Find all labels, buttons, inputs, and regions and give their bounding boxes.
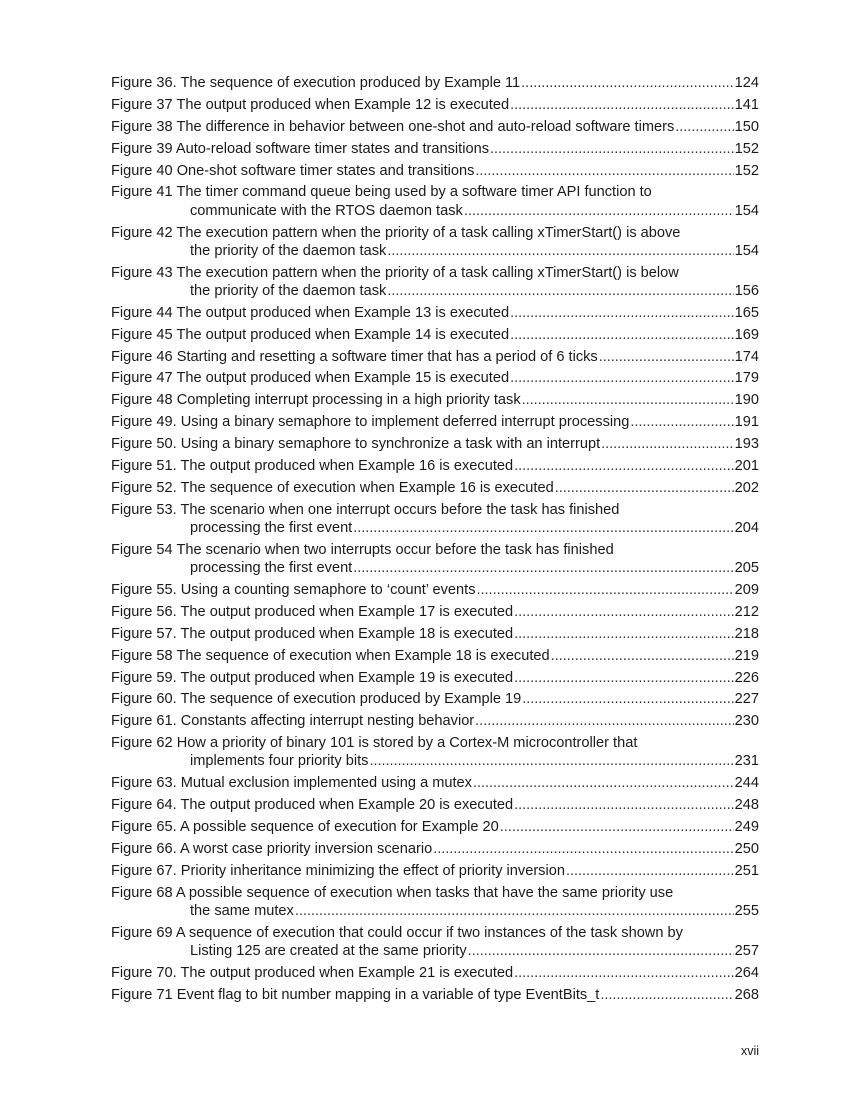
entry-page-number: 152 [734, 140, 759, 157]
toc-entry[interactable] [111, 74, 759, 92]
entry-continuation-line [111, 242, 759, 260]
entry-title: implements four priority bits [190, 753, 369, 770]
entry-page-number: 268 [734, 986, 759, 1003]
entry-first-line [111, 669, 759, 687]
entry-page-number: 174 [734, 348, 759, 365]
toc-entry[interactable] [111, 162, 759, 180]
entry-first-line [111, 224, 759, 242]
entry-page-number: 219 [734, 647, 759, 664]
entry-title: Figure 67. Priority inheritance minimizing the effect of priority inversion [111, 862, 565, 879]
dot-leader [387, 282, 733, 300]
toc-entry[interactable] [111, 669, 759, 687]
dot-leader [468, 942, 734, 960]
dot-leader [599, 348, 734, 366]
page-number: xvii [740, 1044, 759, 1058]
entry-continuation-line [111, 559, 759, 577]
toc-entry[interactable] [111, 964, 759, 982]
entry-first-line [111, 690, 759, 708]
entry-page-number: 218 [734, 625, 759, 642]
toc-entry[interactable] [111, 734, 759, 770]
toc-entry[interactable] [111, 140, 759, 158]
toc-entry[interactable] [111, 924, 759, 960]
entry-page-number: 202 [734, 479, 759, 496]
toc-entry[interactable] [111, 774, 759, 792]
entry-page-number: 193 [734, 436, 759, 453]
entry-first-line [111, 884, 759, 902]
entry-page-number: 201 [734, 457, 759, 474]
entry-title: Figure 70. The output produced when Example 21 is executed [111, 964, 514, 981]
entry-first-line [111, 96, 759, 114]
entry-continuation-line [111, 942, 759, 960]
entry-first-line [111, 840, 759, 858]
toc-entry[interactable] [111, 796, 759, 814]
entry-page-number: 154 [734, 242, 759, 259]
entry-title: Figure 64. The output produced when Example 20 is executed [111, 797, 514, 814]
entry-title: Figure 36. The sequence of execution produced by Example 11 [111, 75, 521, 91]
entry-page-number: 191 [734, 414, 759, 431]
dot-leader [522, 391, 734, 409]
toc-entry[interactable] [111, 96, 759, 114]
dot-leader [514, 964, 734, 982]
entry-title: communicate with the RTOS daemon task [190, 202, 463, 219]
dot-leader [521, 74, 733, 92]
entry-page-number: 190 [734, 392, 759, 409]
entry-page-number: 255 [734, 902, 759, 919]
entry-page-number: 169 [734, 326, 759, 343]
entry-page-number: 204 [734, 519, 759, 536]
entry-title: Figure 62 How a priority of binary 101 is stored by a Cortex-M microcontroller that [111, 735, 638, 752]
toc-entry[interactable] [111, 690, 759, 708]
entry-page-number: 257 [734, 943, 759, 960]
toc-entry[interactable] [111, 457, 759, 475]
entry-first-line [111, 774, 759, 792]
entry-page-number: 179 [734, 370, 759, 387]
dot-leader [510, 304, 734, 322]
dot-leader [475, 162, 733, 180]
entry-first-line [111, 986, 759, 1004]
dot-leader [473, 774, 734, 792]
entry-page-number: 230 [734, 713, 759, 730]
entry-continuation-line [111, 519, 759, 537]
entry-title: Figure 39 Auto-reload software timer states and transitions [111, 140, 490, 157]
entry-page-number: 244 [734, 775, 759, 792]
dot-leader [477, 581, 734, 599]
entry-title: the priority of the daemon task [190, 242, 387, 259]
entry-title: Figure 49. Using a binary semaphore to implement deferred interrupt processing [111, 414, 630, 431]
dot-leader [464, 202, 734, 220]
entry-first-line [111, 862, 759, 880]
entry-first-line [111, 391, 759, 409]
entry-page-number: 226 [734, 669, 759, 686]
entry-first-line [111, 712, 759, 730]
entry-continuation-line [111, 202, 759, 220]
entry-page-number: 251 [734, 862, 759, 879]
entry-first-line [111, 924, 759, 942]
entry-title: Figure 71 Event flag to bit number mapping in a variable of type EventBits_t [111, 986, 600, 1003]
entry-title: the same mutex [190, 902, 294, 919]
entry-first-line [111, 581, 759, 599]
entry-first-line [111, 413, 759, 431]
dot-leader [555, 479, 734, 497]
entry-first-line [111, 501, 759, 519]
entry-page-number: 231 [734, 753, 759, 770]
entry-continuation-line [111, 752, 759, 770]
entry-first-line [111, 964, 759, 982]
dot-leader [675, 118, 733, 136]
entry-title: processing the first event [190, 519, 353, 536]
entry-title: Figure 61. Constants affecting interrupt nesting behavior [111, 713, 475, 730]
entry-page-number: 156 [734, 282, 759, 299]
entry-title: Figure 66. A worst case priority inversion scenario [111, 840, 433, 857]
entry-title: Figure 46 Starting and resetting a software timer that has a period of 6 ticks [111, 348, 598, 365]
dot-leader [522, 690, 733, 708]
toc-entry[interactable] [111, 581, 759, 599]
entry-first-line [111, 183, 759, 201]
entry-first-line [111, 118, 759, 136]
entry-page-number: 165 [734, 304, 759, 321]
toc-entry[interactable] [111, 118, 759, 136]
entry-first-line [111, 796, 759, 814]
toc-entry[interactable] [111, 369, 759, 387]
entry-title: Figure 58 The sequence of execution when Example 18 is executed [111, 647, 550, 664]
entry-first-line [111, 435, 759, 453]
toc-entry[interactable] [111, 304, 759, 322]
entry-page-number: 124 [734, 75, 759, 91]
entry-first-line [111, 625, 759, 643]
entry-page-number: 227 [734, 691, 759, 708]
dot-leader [514, 457, 734, 475]
dot-leader [510, 96, 734, 114]
entry-title: Figure 69 A sequence of execution that could occur if two instances of the task shown by [111, 924, 683, 941]
entry-title: Figure 38 The difference in behavior between one-shot and auto-reload software timers [111, 118, 675, 135]
entry-title: Figure 40 One-shot software timer states and transitions [111, 162, 475, 179]
entry-title: Figure 68 A possible sequence of execution when tasks that have the same priority use [111, 884, 674, 901]
entry-title: the priority of the daemon task [190, 282, 387, 299]
dot-leader [630, 413, 733, 431]
toc-entry[interactable] [111, 541, 759, 577]
toc-entry[interactable] [111, 986, 759, 1004]
entry-page-number: 152 [734, 162, 759, 179]
toc-entry[interactable] [111, 884, 759, 920]
entry-first-line [111, 369, 759, 387]
entry-title: Figure 43 The execution pattern when the priority of a task calling xTimerStart() is below [111, 264, 679, 281]
toc-entry[interactable] [111, 391, 759, 409]
toc-entry[interactable] [111, 348, 759, 366]
toc-entry[interactable] [111, 840, 759, 858]
dot-leader [600, 986, 733, 1004]
entry-title: Figure 52. The sequence of execution when Example 16 is executed [111, 479, 554, 496]
toc-entry[interactable] [111, 183, 759, 219]
entry-title: Figure 65. A possible sequence of execution for Example 20 [111, 819, 499, 836]
entry-title: processing the first event [190, 560, 353, 577]
entry-title: Figure 60. The sequence of execution produced by Example 19 [111, 691, 522, 708]
dot-leader [353, 559, 733, 577]
entry-title: Figure 50. Using a binary semaphore to synchronize a task with an interrupt [111, 436, 601, 453]
dot-leader [601, 435, 734, 453]
toc-entry[interactable] [111, 647, 759, 665]
entry-title: Figure 44 The output produced when Example 13 is executed [111, 304, 510, 321]
entry-title: Figure 45 The output produced when Example 14 is executed [111, 326, 510, 343]
entry-first-line [111, 304, 759, 322]
toc-entry[interactable] [111, 435, 759, 453]
toc-entry[interactable] [111, 501, 759, 537]
toc-entry[interactable] [111, 862, 759, 880]
entry-first-line [111, 162, 759, 180]
entry-page-number: 264 [734, 964, 759, 981]
toc-entry[interactable] [111, 264, 759, 300]
dot-leader [475, 712, 733, 730]
dot-leader [387, 242, 733, 260]
toc-entry[interactable] [111, 625, 759, 643]
toc-entry[interactable] [111, 413, 759, 431]
entry-first-line [111, 541, 759, 559]
toc-entry[interactable] [111, 818, 759, 836]
dot-leader [566, 862, 734, 880]
dot-leader [514, 669, 734, 687]
entry-title: Figure 53. The scenario when one interrupt occurs before the task has finished [111, 501, 620, 518]
dot-leader [551, 647, 734, 665]
entry-page-number: 154 [734, 202, 759, 219]
entry-title: Figure 51. The output produced when Example 16 is executed [111, 457, 514, 474]
entry-title: Figure 47 The output produced when Example 15 is executed [111, 370, 510, 387]
toc-entry[interactable] [111, 603, 759, 621]
entry-first-line [111, 326, 759, 344]
entry-title: Figure 55. Using a counting semaphore to ‘count’ events [111, 581, 476, 598]
entry-first-line [111, 647, 759, 665]
entry-continuation-line [111, 282, 759, 300]
dot-leader [510, 369, 734, 387]
entry-first-line [111, 734, 759, 752]
entry-first-line [111, 479, 759, 497]
entry-title: Figure 37 The output produced when Example 12 is executed [111, 96, 510, 113]
entry-title: Figure 54 The scenario when two interrupts occur before the task has finished [111, 541, 614, 558]
entry-page-number: 209 [734, 581, 759, 598]
entry-first-line [111, 264, 759, 282]
entry-page-number: 250 [734, 840, 759, 857]
dot-leader [514, 796, 734, 814]
toc-entry[interactable] [111, 326, 759, 344]
entry-first-line [111, 818, 759, 836]
dot-leader [433, 840, 733, 858]
entry-title: Figure 63. Mutual exclusion implemented using a mutex [111, 775, 472, 792]
toc-entry[interactable] [111, 479, 759, 497]
dot-leader [353, 519, 733, 537]
entry-title: Figure 41 The timer command queue being used by a software timer API function to [111, 184, 652, 201]
entry-page-number: 141 [734, 96, 759, 113]
entry-page-number: 248 [734, 797, 759, 814]
entry-title: Listing 125 are created at the same priority [190, 943, 467, 960]
entry-first-line [111, 74, 759, 92]
entry-continuation-line [111, 902, 759, 920]
entry-title: Figure 48 Completing interrupt processing in a high priority task [111, 392, 521, 409]
dot-leader [514, 625, 734, 643]
toc-entry[interactable] [111, 224, 759, 260]
entry-page-number: 249 [734, 819, 759, 836]
entry-title: Figure 56. The output produced when Example 17 is executed [111, 603, 514, 620]
dot-leader [295, 902, 734, 920]
entry-first-line [111, 140, 759, 158]
dot-leader [514, 603, 734, 621]
entry-page-number: 212 [734, 603, 759, 620]
dot-leader [369, 752, 733, 770]
dot-leader [510, 326, 734, 344]
entry-title: Figure 42 The execution pattern when the priority of a task calling xTimerStart() is above [111, 224, 681, 241]
entry-first-line [111, 603, 759, 621]
dot-leader [500, 818, 734, 836]
entry-page-number: 205 [734, 560, 759, 577]
entry-first-line [111, 457, 759, 475]
toc-entry[interactable] [111, 712, 759, 730]
dot-leader [490, 140, 734, 158]
entry-page-number: 150 [734, 118, 759, 135]
table-of-figures [111, 74, 759, 1008]
entry-first-line [111, 348, 759, 366]
entry-title: Figure 57. The output produced when Example 18 is executed [111, 625, 514, 642]
entry-title: Figure 59. The output produced when Example 19 is executed [111, 669, 514, 686]
